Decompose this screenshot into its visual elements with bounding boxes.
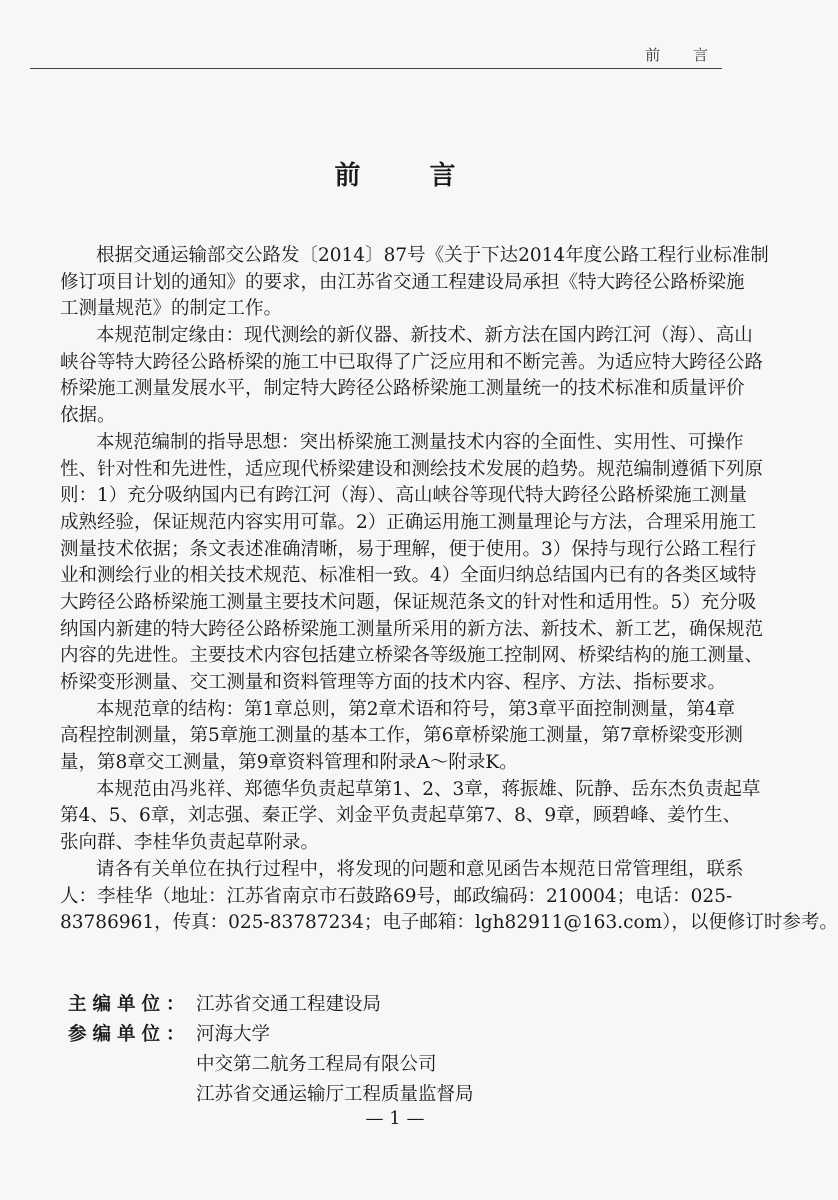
paragraph-line: 第4、5、6章，刘志强、秦正学、刘金平负责起草第7、8、9章，顾碧峰、姜竹生、 <box>60 805 742 827</box>
paragraph-line: 人：李桂华（地址：江苏省南京市石鼓路69号，邮政编码：210004；电话：025- <box>60 885 733 907</box>
paragraph-line: 量，第8章交工测量，第9章资料管理和附录A～附录K。 <box>60 752 518 774</box>
page-title: 前 言 <box>334 161 486 191</box>
paragraph-line: 本规范编制的指导思想：突出桥梁施工测量技术内容的全面性、实用性、可操作 <box>96 431 744 453</box>
participating-unit-label: 参编单位： <box>68 1024 191 1045</box>
participating-unit: 河海大学 <box>196 1024 271 1045</box>
paragraph-line: 83786961，传真：025-83787234；电子邮箱：lgh82911@163.com），以便修订时参考。 <box>60 912 838 934</box>
paragraph-line: 请各有关单位在执行过程中，将发现的问题和意见函告本规范日常管理组，联系 <box>96 858 744 880</box>
header-rule <box>30 68 722 69</box>
paragraph-line: 高程控制测量，第5章施工测量的基本工作，第6章桥梁施工测量，第7章桥梁变形测 <box>60 725 743 747</box>
paragraph-line: 纳国内新建的特大跨径公路桥梁施工测量所采用的新方法、新技术、新工艺，确保规范 <box>60 618 764 640</box>
participating-unit-row <box>68 1020 474 1050</box>
page-number: — 1 — <box>365 1108 425 1129</box>
participating-unit: 江苏省交通运输厅工程质量监督局 <box>196 1084 474 1105</box>
preface-body <box>60 243 838 937</box>
chief-unit: 江苏省交通工程建设局 <box>196 994 382 1015</box>
running-head: 前 言 <box>645 46 722 64</box>
paragraph-line: 根据交通运输部交公路发〔2014〕87号《关于下达2014年度公路工程行业标准制 <box>96 245 769 266</box>
participating-unit-row <box>68 1080 474 1110</box>
paragraph-line: 业和测绘行业的相关技术规范、标准相一致。4）全面归纳总结国内已有的各类区域特 <box>60 565 757 587</box>
paragraph-line: 则：1）充分吸纳国内已有跨江河（海）、高山峡谷等现代特大跨径公路桥梁施工测量 <box>60 485 748 507</box>
chief-unit-label: 主编单位： <box>68 994 191 1015</box>
paragraph-line: 本规范章的结构：第1章总则，第2章术语和符号，第3章平面控制测量，第4章 <box>96 698 736 720</box>
paragraph-line: 桥梁变形测量、交工测量和资料管理等方面的技术内容、程序、方法、指标要求。 <box>60 672 727 693</box>
paragraph-line: 本规范制定缘由：现代测绘的新仪器、新技术、新方法在国内跨江河（海）、高山 <box>96 325 753 347</box>
paragraph-line: 依据。 <box>60 405 116 427</box>
paragraph-line: 修订项目计划的通知》的要求，由江苏省交通工程建设局承担《特大跨径公路桥梁施 <box>60 271 745 293</box>
paragraph-line: 本规范由冯兆祥、郑德华负责起草第1、2、3章，蒋振雄、阮静、岳东杰负责起草 <box>96 778 761 800</box>
paragraph-line: 性、针对性和先进性，适应现代桥梁建设和测绘技术发展的趋势。规范编制遵循下列原 <box>60 458 764 480</box>
paragraph-line: 测量技术依据；条文表述准确清晰，易于理解，便于使用。3）保持与现行公路工程行 <box>60 538 757 560</box>
paragraph-line: 桥梁施工测量发展水平，制定特大跨径公路桥梁施工测量统一的技术标准和质量评价 <box>60 378 745 400</box>
paragraph-line: 张向群、李桂华负责起草附录。 <box>60 832 320 854</box>
paragraph-line: 内容的先进性。主要技术内容包括建立桥梁各等级施工控制网、桥梁结构的施工测量、 <box>60 645 764 667</box>
editing-units <box>68 990 474 1110</box>
paragraph-line: 成熟经验，保证规范内容实用可靠。2）正确运用施工测量理论与方法，合理采用施工 <box>60 511 757 533</box>
paragraph-line: 工测量规范》的制定工作。 <box>60 298 283 320</box>
paragraph-line: 大跨径公路桥梁施工测量主要技术问题，保证规范条文的针对性和适用性。5）充分吸 <box>60 591 757 613</box>
chief-unit-row <box>68 990 474 1020</box>
participating-unit: 中交第二航务工程局有限公司 <box>196 1054 437 1075</box>
participating-unit-row <box>68 1050 474 1080</box>
paragraph-line: 峡谷等特大跨径公路桥梁的施工中已取得了广泛应用和不断完善。为适应特大跨径公路 <box>60 351 764 373</box>
